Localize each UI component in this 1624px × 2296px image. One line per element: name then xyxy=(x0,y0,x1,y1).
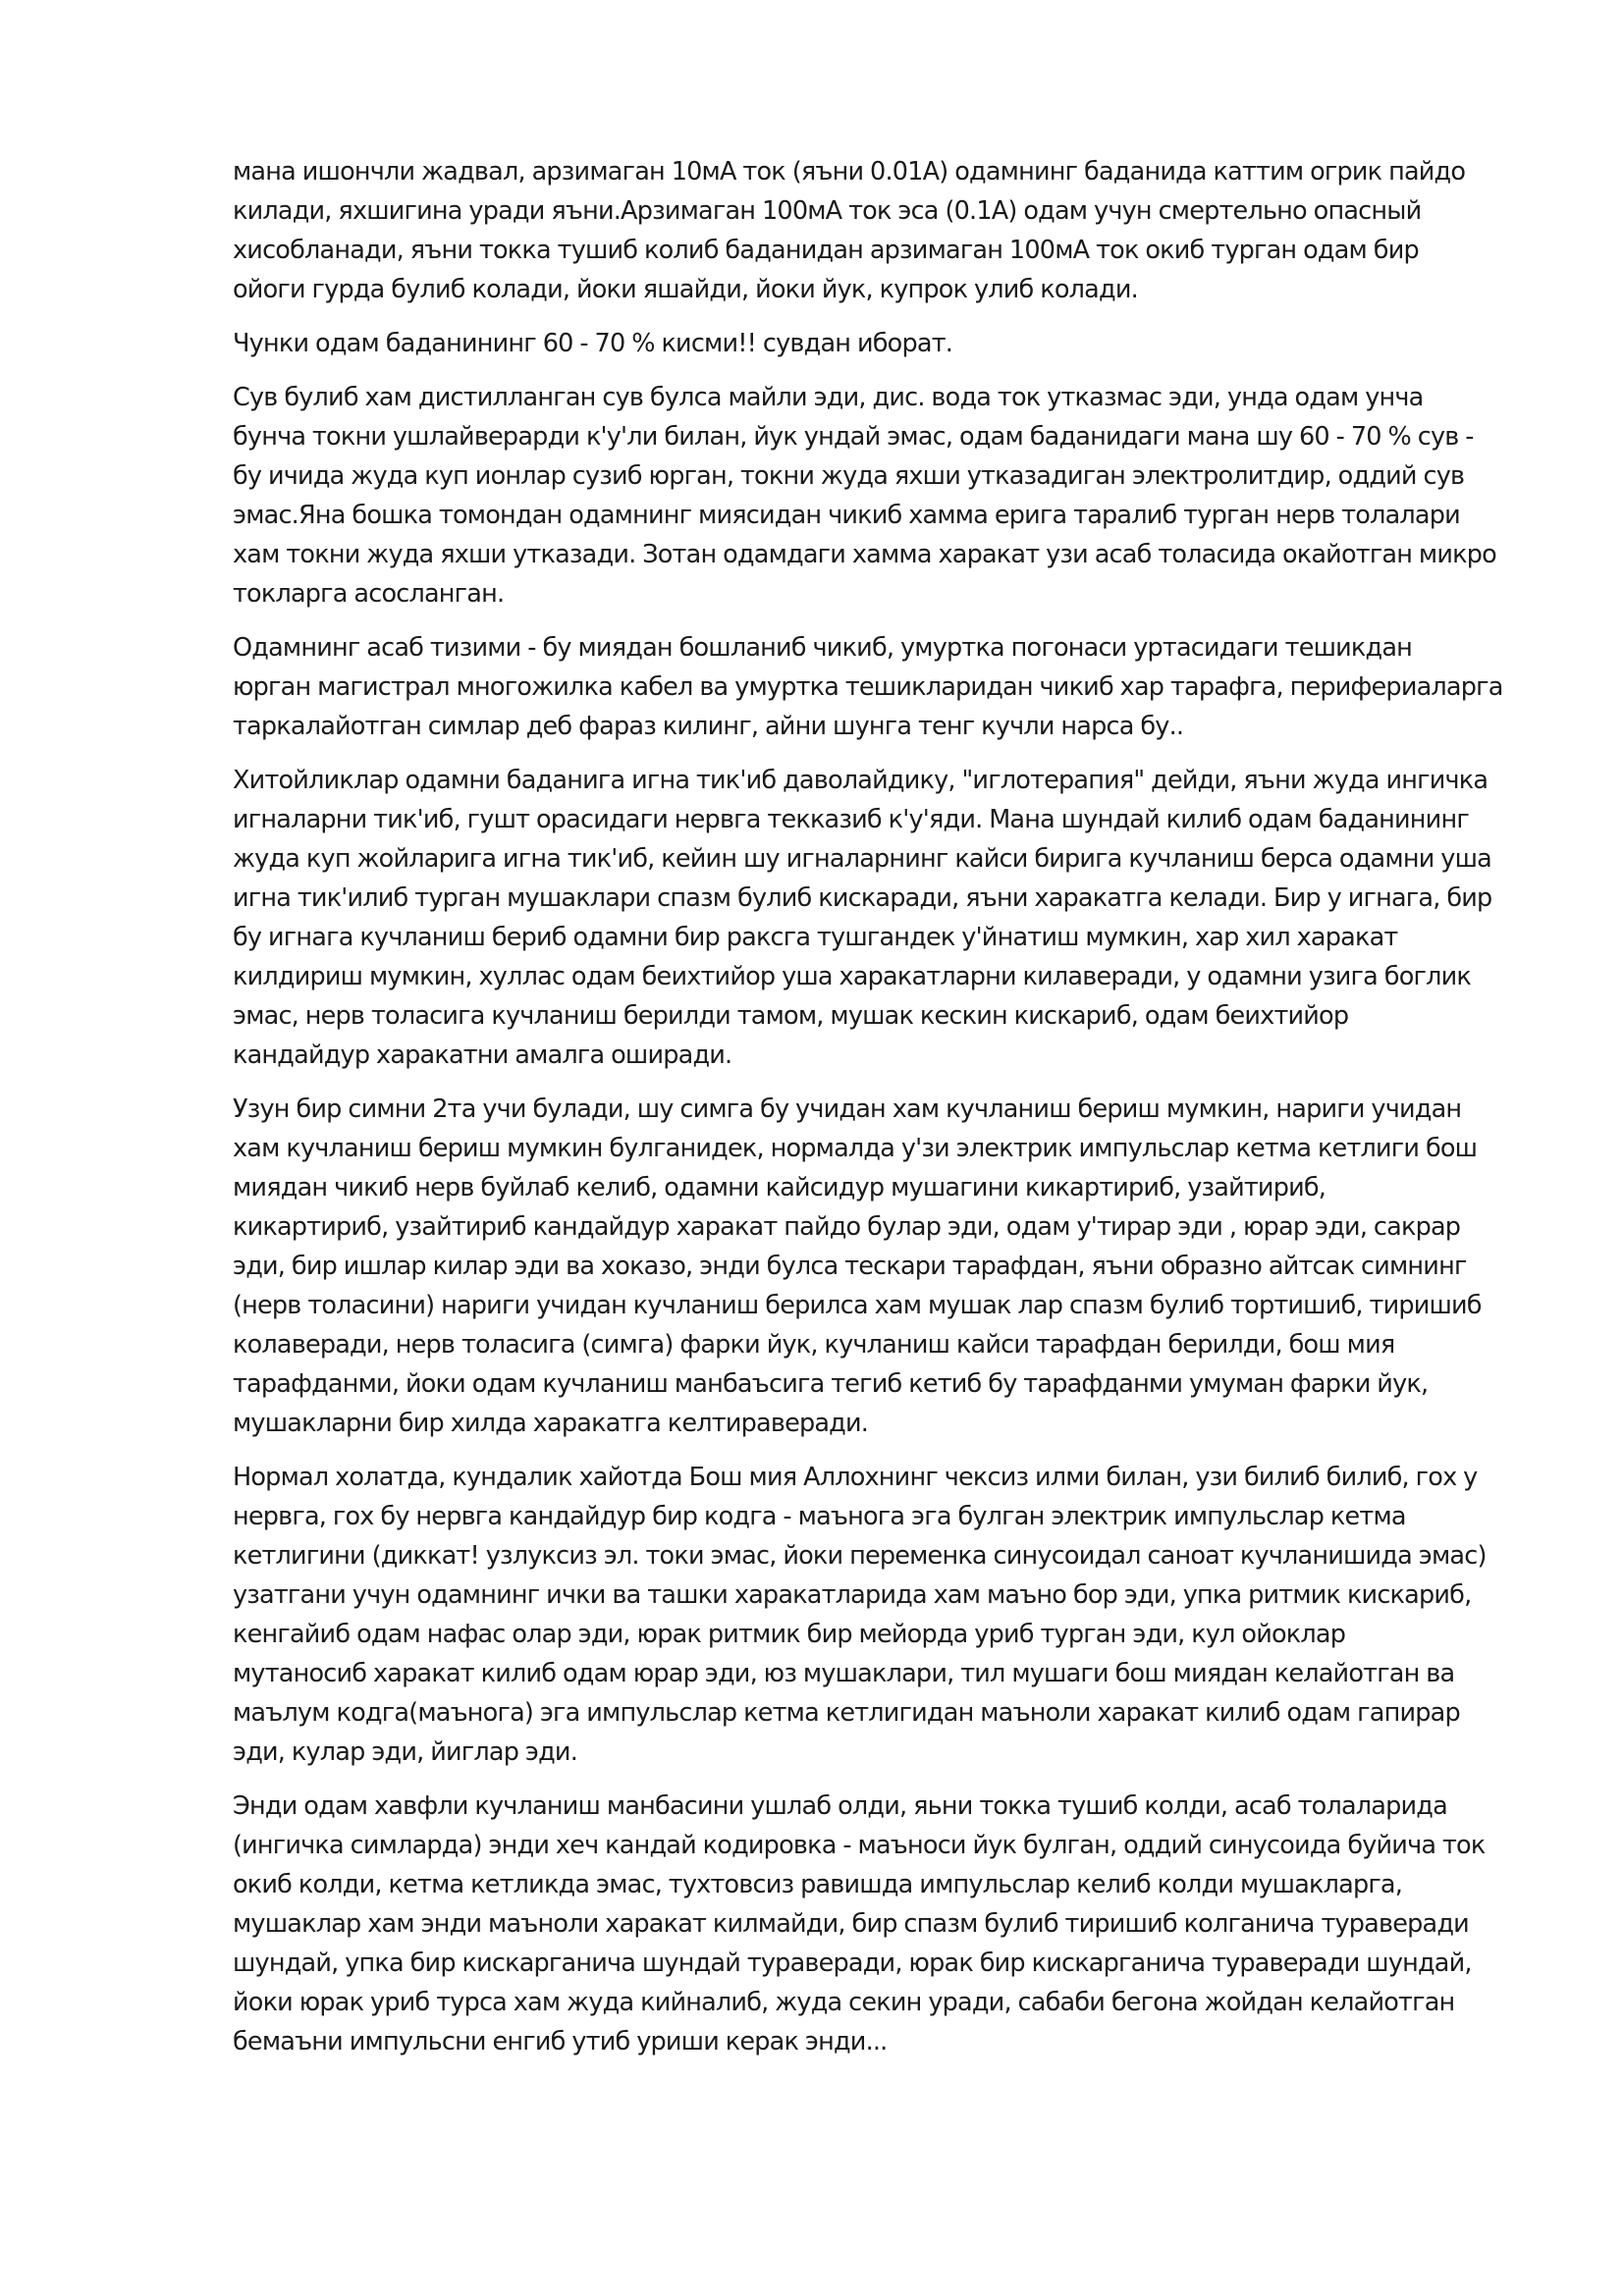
paragraph: Сув булиб хам дистилланган сув булса майли эди, дис. вода ток утказмас эди, унда одам унча бунча токни ушлайверарди к'у'ли билан, йук ундай эмас, одам баданидаги мана шу 60 - 70 % сув - бу ичида жуда куп ионлар сузиб юрган, токни жуда яхши утказадиган электролитдир, оддий сув эмас.Яна бошка томондан одамнинг миясидан чикиб хамма ерига таралиб турган нерв толалари хам токни жуда яхши утказади. Зотан одамдаги хамма харакат узи асаб толасида окайотган микро токларга асосланган. xyxy=(233,383,1496,609)
paragraph: мана ишончли жадвал, арзимаган 10мА ток (яъни 0.01А) одамнинг баданида каттим огрик пайдо килади, яхшигина уради яъни.Арзимаган 100мА ток эса (0.1А) одам учун смертельно опасный хисобланади, яъни токка тушиб колиб баданидан арзимаган 100мА ток окиб турган одам бир ойоги гурда булиб колади, йоки яшайди, йоки йук, купрок улиб колади. xyxy=(233,157,1466,304)
paragraph: Энди одам хавфли кучланиш манбасини ушлаб олди, яьни токка тушиб колди, асаб толаларида (ингичка симларда) энди хеч кандай кодировка - маъноси йук булган, оддий синусоида буйича ток окиб колди, кетма кетликда эмас, тухтовсиз равишда импульслар келиб колди мушакларга, мушаклар хам энди маъноли харакат килмайди, бир спазм булиб тиришиб колганича тураверади шундай, упка бир кискарганича шундай тураверади, юрак бир кискарганича тураверади шундай, йоки юрак уриб турса хам жуда кийналиб, жуда секин уради, сабаби бегона жойдан келайотган бемаъни импульсни енгиб утиб уриши керак энди... xyxy=(233,1791,1486,2056)
paragraph: Узун бир симни 2та учи булади, шу симга бу учидан хам кучланиш бериш мумкин, нариги учидан хам кучланиш бериш мумкин булганидек, нормалда у'зи электрик импульслар кетма кетлиги бош миядан чикиб нерв буйлаб келиб, одамни кайсидур мушагини кикартириб, узайтириб, кикартириб, узайтириб кандайдур харакат пайдо булар эди, одам у'тирар эди , юрар эди, сакрар эди, бир ишлар килар эди ва хоказо, энди булса тескари тарафдан, яъни образно айтсак симнинг (нерв толасини) нариги учидан кучланиш берилса хам мушак лар спазм булиб тортишиб, тиришиб колаверади, нерв толасига (симга) фарки йук, кучланиш кайси тарафдан берилди, бош мия тарафданми, йоки одам кучланиш манбаъсига тегиб кетиб бу тарафданми умуман фарки йук, мушакларни бир хилда харакатга келтираверади. xyxy=(233,1095,1482,1438)
paragraph: Хитойликлар одамни баданига игна тик'иб даволайдику, "иглотерапия" дейди, яъни жуда ингичка игналарни тик'иб, гушт орасидаги нервга текказиб к'у'яди. Мана шундай килиб одам баданининг жуда куп жойларига игна тик'иб, кейин шу игналарнинг кайси бирига кучланиш берса одамни уша игна тик'илиб турган мушаклари спазм булиб кискаради, яъни харакатга келади. Бир у игнага, бир бу игнага кучланиш бериб одамни бир раксга тушгандек у'йнатиш мумкин, хар хил харакат килдириш мумкин, хуллас одам беихтийор уша харакатларни килаверади, у одамни узига боглик эмас, нерв толасига кучланиш берилди тамом, мушак кескин кискариб, одам беихтийор кандайдур харакатни амалга оширади. xyxy=(233,766,1492,1070)
paragraph: Одамнинг асаб тизими - бу миядан бошланиб чикиб, умуртка погонаси уртасидаги тешикдан юрган магистрал многожилка кабел ва умуртка тешикларидан чикиб хар тарафга, перифериаларга таркалайотган симлар деб фараз килинг, айни шунга тенг кучли нарса бу.. xyxy=(233,633,1503,741)
paragraph: Нормал холатда, кундалик хайотда Бош мия Аллохнинг чексиз илми билан, узи билиб билиб, гох у нервга, гох бу нервга кандайдур бир кодга - маъногa эга булган электрик импульслар кетма кетлигини (диккат! узлуксиз эл. токи эмас, йоки переменка синусоидал саноат кучланишида эмас) узатгани учун одамнинг ички ва ташки харакатларида хам маъно бор эди, упка ритмик кискариб, кенгайиб одам нафас олар эди, юрак ритмик бир мейорда уриб турган эди, кул ойоклар мутаносиб харакат килиб одам юрар эди, юз мушаклари, тил мушаги бош миядан келайотган ва маълум кодга(маънога) эга импульслар кетма кетлигидан маъноли харакат килиб одам гапирар эди, кулар эди, йиглар эди. xyxy=(233,1463,1487,1767)
paragraph: Чунки одам баданининг 60 - 70 % кисми!! сувдан иборат. xyxy=(233,329,953,358)
document-body xyxy=(233,152,1519,2076)
